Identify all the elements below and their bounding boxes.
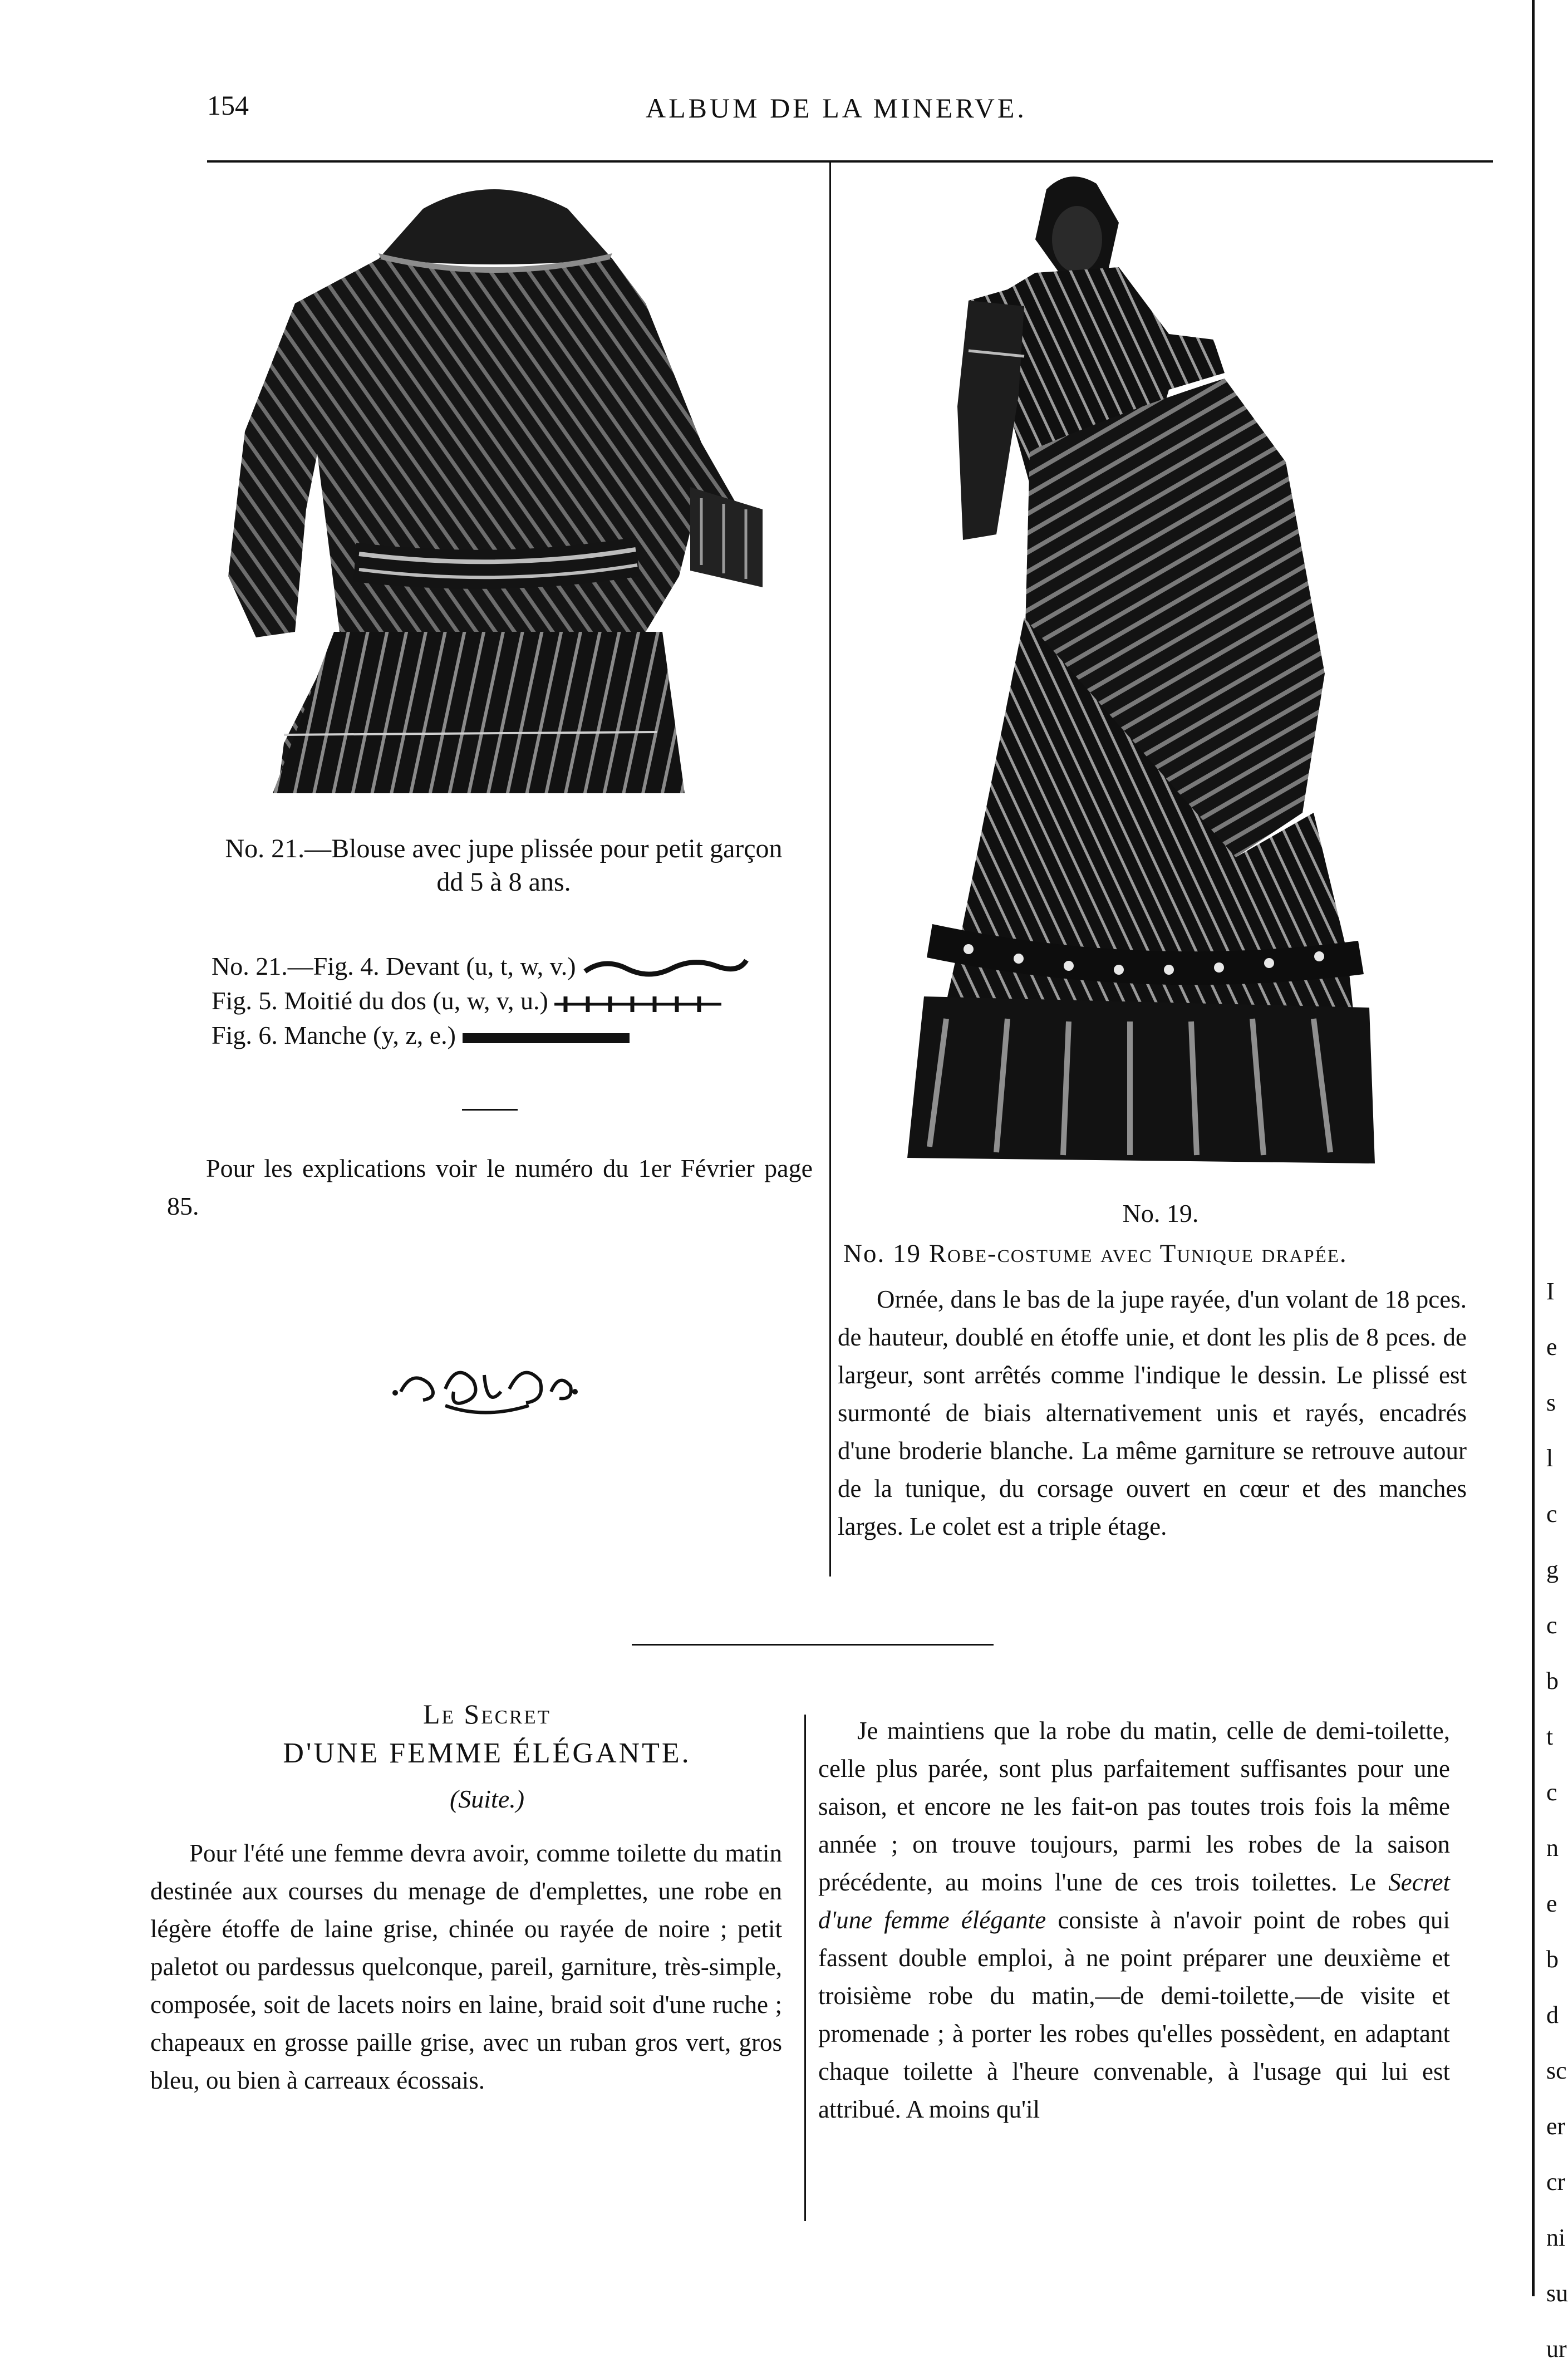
margin-letter: b [1546,1946,1559,1973]
margin-letter: c [1546,1500,1557,1528]
right-title-prefix: No. 19 [843,1239,921,1268]
margin-letter: n [1546,1834,1559,1862]
dress-illustration [879,173,1392,1194]
margin-letter: sc [1546,2057,1567,2084]
legend-text-fig4: No. 21.—Fig. 4. Devant (u, t, w, v.) [212,952,576,980]
running-title: ALBUM DE LA MINERVE. [646,92,1027,124]
margin-letter: er [1546,2113,1566,2140]
legend-text-fig5: Fig. 5. Moitié du dos (u, w, v, u.) [212,986,548,1015]
margin-letter: g [1546,1556,1559,1583]
left-caption-line2: dd 5 à 8 ans. [436,867,571,897]
pattern-legend [212,949,824,1053]
article-subtitle: (Suite.) [449,1785,525,1813]
margin-letter: su [1546,2280,1568,2307]
page-edge-rule [1532,0,1535,2296]
margin-letter: ur [1546,2335,1567,2363]
explanation-note: Pour les explications voir le numéro du 1er Février page 85. [167,1154,813,1220]
margin-letter: b [1546,1667,1559,1695]
margin-letter: c [1546,1779,1557,1806]
margin-letters [1546,1264,1568,2377]
short-rule [462,1109,518,1111]
article-col2-italic: Secret d'une femme élégante [818,1868,1450,1934]
article-column-1: Pour l'été une femme devra avoir, comme toilette du matin destinée aux courses du menage de d'emplettes, une robe en légère étoffe de laine grise, chinée ou rayée de noire ; petit paletot ou pardessus quelconque, pareil, garniture, très-simple, composée, soit de lacets noirs en laine, braid soit d'une ruche ; chapeaux en grosse paille grise, avec un ruban gros vert, gros bleu, ou bien à carreaux écossais. [150,1839,782,2094]
margin-letter: I [1546,1278,1555,1305]
right-figure-description: Ornée, dans le bas de la jupe rayée, d'un volant de 18 pces. de hauteur, doublé en étoffe unie, et dont les plis de 8 pces. de largeur, sont arrêtés comme l'indique le dessin. Le plissé est surmonté de biais alternativement unis et rayés, encadrés d'une broderie blanche. La même garniture se retrouve autour de la tunique, du corsage ouvert en cœur et des manches larges. Le colet est a triple étage. [838,1285,1467,1540]
article-col2-part2: consiste à n'avoir point de robes qui fassent double emploi, à ne point préparer une deuxième et troisième robe du matin,—de demi-toilette,—de visite et promenade ; à porter les robes qu'elles possèdent, en adaptant chaque toilette à l'heure convenable, à l'usage qui lui est attribué. A moins qu'il [818,1906,1450,2123]
blouse-illustration [212,175,774,810]
cross-line-icon [554,992,721,1014]
left-caption-line1: No. 21.—Blouse avec jupe plissée pour petit garçon [225,834,783,863]
right-figure-label: No. 19. [1122,1199,1199,1227]
solid-line-icon [463,1027,630,1049]
column-divider-upper [829,163,831,1577]
article-column-2 [818,1712,1450,2128]
margin-letter: cr [1546,2168,1566,2196]
section-rule [632,1644,994,1646]
margin-letter: t [1546,1723,1554,1750]
article-col2-part1: Je maintiens que la robe du matin, celle de demi-toilette, celle plus parée, sont plus parfaitement suffisantes pour une saison, et encore ne les fait-on pas toutes trois fois la même année ; on trouve toujours, parmi les robes de la saison précédente, au moins l'une de ces trois toilettes. Le [818,1717,1450,1896]
margin-letter: l [1546,1445,1554,1472]
margin-letter: c [1546,1612,1557,1639]
margin-letter: e [1546,1333,1557,1361]
margin-letter: ni [1546,2224,1566,2251]
right-figure-title [843,1239,1483,1269]
page-number: 154 [207,90,249,121]
legend-row-fig5 [212,984,824,1018]
article-title-line2: D'UNE FEMME ÉLÉGANTE. [283,1737,691,1769]
legend-row-fig6 [212,1018,824,1053]
margin-letter: e [1546,1890,1557,1917]
header-rule [207,160,1493,163]
column-divider-lower [804,1715,806,2221]
legend-text-fig6: Fig. 6. Manche (y, z, e.) [212,1021,456,1049]
article-title-line1: Le Secret [422,1698,552,1730]
legend-row-fig4 [212,949,824,984]
wavy-line-icon [582,957,749,980]
fleuron-ornament [390,1358,579,1420]
margin-letter: d [1546,2001,1559,2029]
right-title-text: Robe-costume avec Tunique drapée. [928,1239,1348,1268]
margin-letter: s [1546,1389,1556,1416]
